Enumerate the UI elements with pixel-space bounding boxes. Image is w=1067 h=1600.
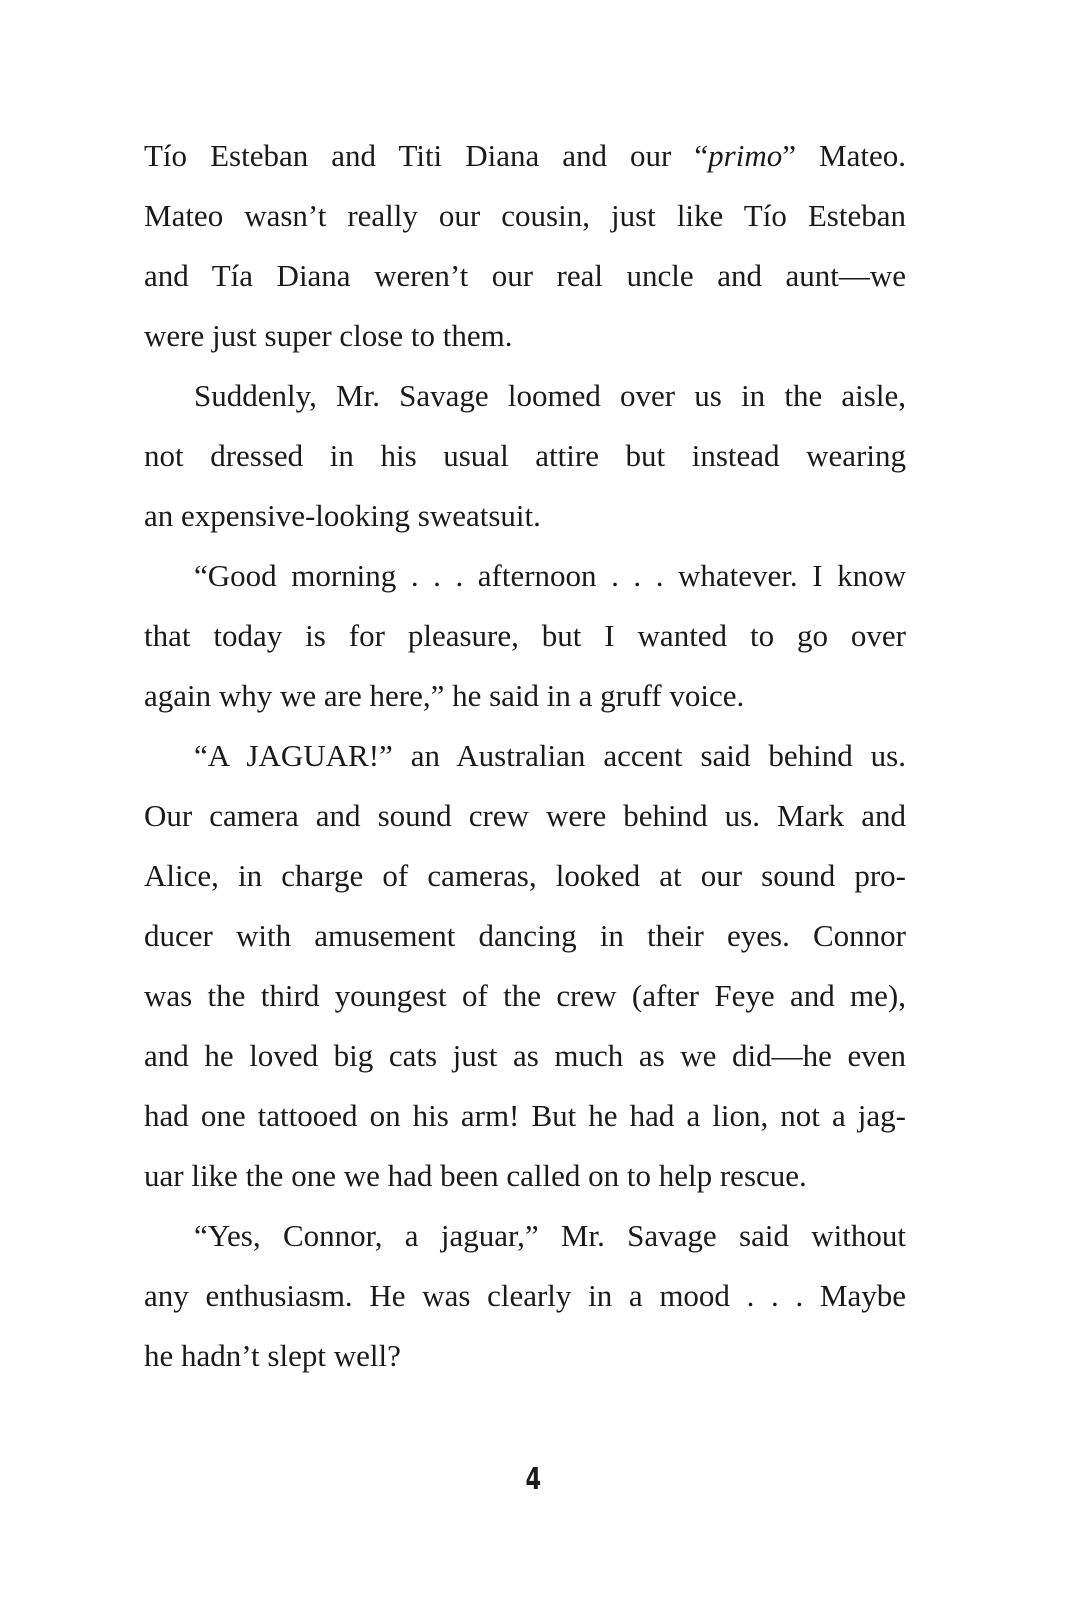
body-text (144, 126, 906, 1386)
text-line: not dressed in his usual attire but instead wearing (144, 438, 906, 473)
text-line: had one tattooed on his arm! But he had a lion, not a jag- (144, 1098, 906, 1133)
text-line: Our camera and sound crew were behind us. Mark and (144, 798, 906, 833)
text-line: uar like the one we had been called on to help rescue. (144, 1158, 807, 1193)
text-line: any enthusiasm. He was clearly in a mood . . . Maybe (144, 1278, 906, 1313)
text-line: Tío Esteban and Titi Diana and our “primo” Mateo. (144, 138, 906, 173)
text-line: that today is for pleasure, but I wanted to go over (144, 618, 906, 653)
text-line: “A JAGUAR!” an Australian accent said behind us. (194, 738, 906, 773)
text-line: “Yes, Connor, a jaguar,” Mr. Savage said without (194, 1218, 906, 1253)
text-line: were just super close to them. (144, 318, 513, 353)
text-line: and Tía Diana weren’t our real uncle and aunt—we (144, 258, 906, 293)
text-line: Alice, in charge of cameras, looked at our sound pro- (144, 858, 906, 893)
text-line: Suddenly, Mr. Savage loomed over us in the aisle, (194, 378, 906, 413)
text-line: ducer with amusement dancing in their eyes. Connor (144, 918, 906, 953)
page-number: 4 (525, 1462, 542, 1497)
text-line: was the third youngest of the crew (after Feye and me), (144, 978, 906, 1013)
italic-word: primo (708, 138, 783, 173)
text-line: “Good morning . . . afternoon . . . whatever. I know (194, 558, 906, 593)
text-line: again why we are here,” he said in a gruff voice. (144, 678, 745, 713)
text-line: he hadn’t slept well? (144, 1338, 401, 1373)
text-line: Mateo wasn’t really our cousin, just like Tío Esteban (144, 198, 906, 233)
text-line: an expensive-looking sweatsuit. (144, 498, 541, 533)
text-line: and he loved big cats just as much as we did—he even (144, 1038, 906, 1073)
